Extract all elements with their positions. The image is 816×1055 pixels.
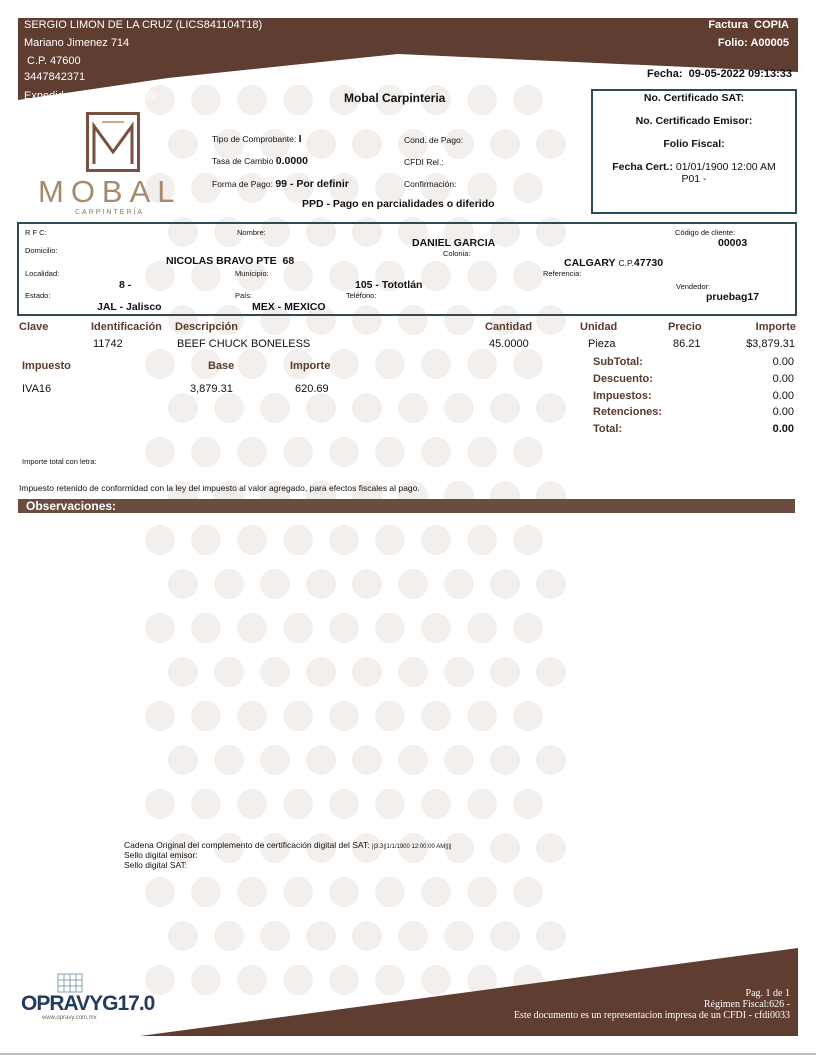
vendedor-label: Vendedor:: [676, 282, 711, 291]
retenciones-value: 0.00: [772, 406, 794, 418]
observaciones-bar: [18, 499, 795, 513]
watermark-dot: [513, 349, 543, 379]
watermark-dot: [490, 921, 520, 951]
page-number: Pag. 1 de 1: [745, 988, 790, 999]
watermark-dot: [375, 349, 405, 379]
watermark-dot: [490, 657, 520, 687]
footer-brand-url: www.opravy.com.mx: [42, 1015, 97, 1021]
watermark-dot: [352, 393, 382, 423]
tax-col-importe: Importe: [290, 360, 331, 372]
watermark-dot: [375, 613, 405, 643]
watermark-dot: [283, 701, 313, 731]
watermark-dot: [467, 877, 497, 907]
watermark-dot: [375, 525, 405, 555]
watermark-dot: [444, 569, 474, 599]
watermark-dot: [191, 877, 221, 907]
municipio-label: Municipio:: [235, 269, 269, 278]
importe-letra-label: Importe total con letra:: [22, 457, 97, 466]
watermark-dot: [421, 789, 451, 819]
watermark-dot: [306, 745, 336, 775]
codigo-label: Código de cliente:: [675, 228, 736, 237]
sat-certificate-box: [591, 89, 797, 214]
row-precio: 86.21: [673, 338, 701, 350]
watermark-dot: [467, 701, 497, 731]
watermark-dot: [168, 745, 198, 775]
watermark-dot: [467, 525, 497, 555]
watermark-dot: [306, 921, 336, 951]
observaciones-label: Observaciones:: [26, 499, 117, 513]
watermark-dot: [467, 437, 497, 467]
cfdi-rel-label: CFDI Rel.:: [404, 157, 444, 167]
fecha-cert-value: 01/01/1900 12:00 AM: [675, 161, 776, 173]
watermark-dot: [513, 789, 543, 819]
watermark-dot: [306, 393, 336, 423]
watermark-dot: [513, 701, 543, 731]
watermark-dot: [329, 525, 359, 555]
watermark-dot: [191, 525, 221, 555]
watermark-dot: [214, 393, 244, 423]
row-id: 11742: [93, 338, 123, 350]
folio-label: Folio:: [717, 37, 748, 49]
estado-label: Estado:: [25, 291, 51, 300]
referencia-label: Referencia:: [543, 269, 582, 278]
watermark-dot: [306, 569, 336, 599]
watermark-dot: [513, 437, 543, 467]
tax-col-base: Base: [208, 360, 235, 372]
watermark-dot: [398, 745, 428, 775]
watermark-dot: [352, 569, 382, 599]
client-city-cp: [564, 257, 663, 269]
watermark-dot: [191, 701, 221, 731]
logo-subtext: CARPINTERÍA: [75, 209, 145, 216]
tax-base: 3,879.31: [190, 383, 233, 395]
watermark-dot: [237, 877, 267, 907]
domicilio-label: Domicilio:: [25, 246, 58, 255]
watermark-dot: [421, 437, 451, 467]
watermark-dot: [329, 877, 359, 907]
row-unidad: Pieza: [588, 338, 616, 350]
watermark-dot: [444, 921, 474, 951]
watermark-dot: [490, 745, 520, 775]
tax-col-impuesto: Impuesto: [22, 360, 71, 372]
vendedor-value: pruebag17: [706, 291, 760, 303]
date-label: Fecha:: [647, 68, 683, 80]
watermark-dot: [398, 393, 428, 423]
watermark-dot: [352, 657, 382, 687]
invoice-date: [647, 68, 792, 80]
watermark-dot: [260, 745, 290, 775]
watermark-dot: [168, 393, 198, 423]
col-identificacion: Identificación: [91, 321, 162, 333]
watermark-dot: [536, 745, 566, 775]
client-name: DANIEL GARCIA: [412, 237, 496, 249]
col-unidad: Unidad: [580, 321, 618, 333]
confirmacion-label: Confirmación:: [404, 179, 457, 189]
watermark-dot: [145, 525, 175, 555]
row-cant: 45.0000: [489, 338, 529, 350]
watermark-dot: [375, 701, 405, 731]
fecha-cert: [593, 161, 795, 173]
watermark-dot: [352, 921, 382, 951]
watermark-dot: [536, 921, 566, 951]
retencion-note: Impuesto retenido de conformidad con la ley del impuesto al valor agregado, para efectos fiscales al pago.: [19, 483, 420, 493]
watermark-dot: [490, 129, 520, 159]
watermark-dot: [237, 613, 267, 643]
watermark-dot: [421, 701, 451, 731]
watermark-dot: [398, 921, 428, 951]
client-city: CALGARY: [564, 257, 616, 269]
tax-impuesto: IVA16: [22, 383, 52, 395]
watermark-dot: [260, 393, 290, 423]
retenciones-label: Retenciones:: [593, 406, 663, 418]
descuento-label: Descuento:: [593, 373, 653, 385]
watermark-dot: [283, 877, 313, 907]
localidad-label: Localidad:: [25, 269, 60, 278]
watermark-dot: [260, 657, 290, 687]
issuer-phone: 3447842371: [24, 71, 86, 83]
client-municipio: 105 - Tototlán: [355, 279, 423, 291]
client-code: 00003: [718, 237, 748, 249]
watermark-dot: [444, 393, 474, 423]
tipo-value: I: [298, 133, 302, 145]
representacion-note: Este documento es un representacion impresa de un CFDI - cfdi0033: [513, 1010, 790, 1021]
watermark-dot: [306, 657, 336, 687]
impuestos-value: 0.00: [772, 390, 794, 402]
watermark-dot: [145, 701, 175, 731]
mountain-frame-icon: [86, 112, 140, 172]
regimen-fiscal: Régimen Fiscal:626 -: [703, 999, 790, 1010]
watermark-dot: [536, 129, 566, 159]
client-estado: JAL - Jalisco: [97, 301, 162, 313]
trade-name: Mobal Carpinteria: [344, 91, 446, 105]
forma-pago: [212, 178, 349, 190]
watermark-dot: [513, 525, 543, 555]
watermark-dot: [283, 613, 313, 643]
watermark-dot: [191, 613, 221, 643]
subtotal-value: 0.00: [772, 356, 794, 368]
row-desc: BEEF CHUCK BONELESS: [177, 338, 311, 350]
client-cp: 47730: [633, 257, 664, 269]
total-label: Total:: [593, 423, 623, 435]
col-descripcion: Descripción: [175, 321, 238, 333]
watermark-dot: [352, 129, 382, 159]
nombre-label: Nombre:: [237, 228, 266, 237]
watermark-dot: [329, 701, 359, 731]
watermark-dot: [306, 129, 336, 159]
watermark-dot: [513, 877, 543, 907]
watermark-dot: [513, 173, 543, 203]
sello-sat-label: Sello digital SAT:: [124, 860, 188, 870]
impuestos-label: Impuestos:: [593, 390, 652, 402]
watermark-dot: [191, 437, 221, 467]
watermark-dot: [145, 877, 175, 907]
watermark-dot: [398, 569, 428, 599]
watermark-dot: [329, 789, 359, 819]
watermark-dot: [536, 833, 566, 863]
watermark-dot: [329, 437, 359, 467]
watermark-dot: [490, 833, 520, 863]
watermark-dot: [375, 877, 405, 907]
watermark-dot: [214, 745, 244, 775]
client-street: NICOLAS BRAVO PTE 68: [166, 255, 295, 267]
descuento-value: 0.00: [772, 373, 794, 385]
forma-label: Forma de Pago:: [212, 179, 273, 189]
col-cantidad: Cantidad: [485, 321, 533, 333]
watermark-dot: [329, 349, 359, 379]
watermark-dot: [168, 569, 198, 599]
watermark-dot: [421, 613, 451, 643]
pais-label: País:: [235, 291, 253, 300]
watermark-dot: [260, 569, 290, 599]
footer-info: [514, 988, 790, 1021]
watermark-dot: [536, 657, 566, 687]
watermark-dot: [168, 657, 198, 687]
watermark-dot: [375, 437, 405, 467]
tasa-value: 0.0000: [275, 155, 308, 167]
watermark-dot: [168, 921, 198, 951]
watermark-dot: [421, 349, 451, 379]
watermark-dot: [490, 393, 520, 423]
watermark-dot: [283, 437, 313, 467]
watermark-dot: [237, 349, 267, 379]
fecha-cert-label: Fecha Cert.:: [612, 161, 673, 173]
watermark-dot: [490, 569, 520, 599]
watermark-dot: [237, 525, 267, 555]
watermark-dot: [283, 789, 313, 819]
watermark-dot: [191, 789, 221, 819]
watermark-dot: [398, 657, 428, 687]
watermark-dot: [145, 613, 175, 643]
p01-value: P01 -: [681, 173, 707, 185]
cond-pago-label: Cond. de Pago:: [404, 135, 464, 145]
total-value: 0.00: [772, 423, 794, 435]
rfc-label: R F C:: [25, 228, 47, 237]
issuer-cp: C.P. 47600: [27, 55, 81, 67]
watermark-dot: [513, 613, 543, 643]
watermark-dot: [214, 921, 244, 951]
watermark-dot: [145, 789, 175, 819]
watermark-dot: [237, 701, 267, 731]
col-precio: Precio: [668, 321, 702, 333]
watermark-dot: [444, 657, 474, 687]
watermark-dot: [260, 921, 290, 951]
tipo-label: Tipo de Comprobante:: [212, 134, 297, 144]
watermark-dot: [421, 877, 451, 907]
metodo-pago: PPD - Pago en parcialidades o diferido: [302, 198, 495, 210]
folio-fiscal-label: Folio Fiscal:: [663, 138, 725, 150]
tasa-cambio: [212, 155, 308, 167]
watermark-dot: [352, 745, 382, 775]
cert-sat-label: No. Certificado SAT:: [643, 92, 745, 104]
cp-label: C.P.: [618, 258, 634, 268]
watermark-dot: [421, 525, 451, 555]
tax-importe: 620.69: [295, 383, 329, 395]
col-clave: Clave: [19, 321, 49, 333]
client-box: [17, 222, 797, 316]
cadena-label: Cadena Original del complemento de certificación digital del SAT:: [124, 840, 370, 850]
watermark-dot: [237, 789, 267, 819]
issuer-street: Mariano Jimenez 714: [24, 37, 130, 49]
watermark-dot: [283, 525, 313, 555]
watermark-dot: [214, 569, 244, 599]
colonia-label: Colonia:: [443, 249, 471, 258]
telefono-label: Teléfono:: [346, 291, 377, 300]
date-value: 09-05-2022 09:13:33: [688, 68, 792, 80]
footer-brand: OPRAVYG17.0: [21, 992, 155, 1015]
watermark-dot: [467, 613, 497, 643]
client-localidad: 8 -: [119, 279, 132, 291]
row-importe: $3,879.31: [746, 338, 795, 350]
invoice-type: Factura COPIA: [708, 19, 789, 31]
watermark-dot: [467, 789, 497, 819]
watermark-dot: [145, 349, 175, 379]
cert-emisor-label: No. Certificado Emisor:: [635, 115, 753, 127]
watermark-dot: [168, 129, 198, 159]
watermark-dot: [467, 349, 497, 379]
watermark-dot: [237, 437, 267, 467]
sello-emisor-label: Sello digital emisor:: [124, 850, 198, 860]
subtotal-label: SubTotal:: [593, 356, 643, 368]
watermark-dot: [536, 393, 566, 423]
col-importe: Importe: [755, 321, 796, 333]
invoice-folio: [718, 37, 789, 49]
folio-value: A00005: [750, 37, 789, 49]
watermark-dot: [444, 745, 474, 775]
issuer-name-rfc: SERGIO LIMON DE LA CRUZ (LICS841104T18): [24, 19, 263, 31]
watermark-dot: [536, 569, 566, 599]
watermark-dot: [329, 613, 359, 643]
watermark-dot: [214, 657, 244, 687]
cadena-original: [124, 840, 451, 850]
client-pais: MEX - MEXICO: [252, 301, 326, 313]
tipo-comprobante: [212, 133, 302, 145]
expedido-label: Expedido en:: [24, 90, 89, 102]
expedido-value: C.P 47600: [104, 90, 156, 102]
watermark-dot: [375, 789, 405, 819]
watermark-dot: [145, 437, 175, 467]
forma-value: 99 - Por definir: [275, 178, 349, 190]
logo-text: MOBAL: [38, 174, 182, 209]
cadena-value: ||3.3||1/1/1900 12:00:00 AM||||: [371, 844, 452, 850]
tasa-label: Tasa de Cambio: [212, 156, 274, 166]
